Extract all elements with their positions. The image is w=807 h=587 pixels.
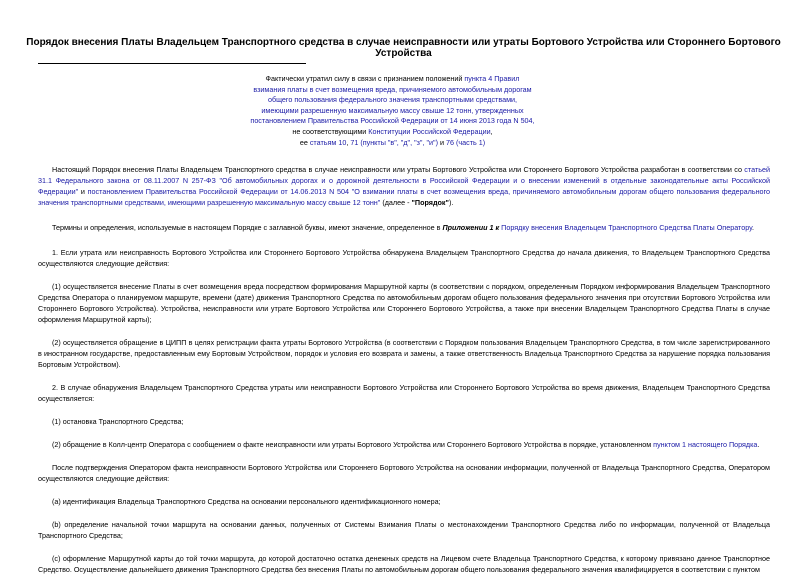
constitution-link[interactable]: Конституции Российской Федерации [368, 126, 491, 136]
federal-law-link[interactable]: статьей 31.1 Федерального закона от 08.11.2007 N 257-ФЗ "Об автомобильных дорогах и о дорожной деятельности в Российской Федерации и о внесении изменений в отдельные законодательные акты Российской Федерации" [38, 165, 770, 196]
paragraph-2: 2. В случае обнаружения Владельцем Транспортного Средства утраты или неисправности Бортового Устройства или Стороннего Бортового Устройства во время движения, Владельцем Транспортного Средства осуществляется: [38, 383, 770, 403]
paragraph-operator-actions: После подтверждения Оператором факта неисправности Бортового Устройства или Стороннего Бортового Устройства на основании информации, полученной от Владельца Транспортного Средства, Оператором осуществляются следующие действия: [38, 463, 770, 483]
payment-procedure-link[interactable]: Порядку внесения Владельцем Транспортного Средства Платы Оператору [501, 223, 753, 232]
note-line-3[interactable]: общего пользования федерального значения транспортными средствами, [267, 95, 518, 105]
paragraph-1-2: (2) осуществляется обращение в ЦИПП в целях регистрации факта утраты Бортового Устройства (в соответствии с Порядком пользования Владельцем Транспортного Средства, в том числе зарегистрированного в иностранном государстве, предоставленным ему Бортовым Устройством, порядок и условия его возврата и замены, а также ответственность Владельца Транспортного Средства за нарушение порядка пользования Бортовым Устройством). [38, 338, 770, 369]
note-line-7: ее статьям 10, 71 (пункты "в", "д", "з", "и") и 76 (часть 1) [299, 137, 486, 147]
paragraph-terms: Термины и определения, используемые в настоящем Порядке с заглавной буквы, имеют значение, определенное в Приложении 1 к Порядку внесения Владельцем Транспортного Средства Платы Оператору. [52, 223, 755, 232]
repeal-note [180, 74, 605, 148]
paragraph-1: 1. Если утрата или неисправность Бортового Устройства или Стороннего Бортового Устройства обнаружена Владельцем Транспортного Средства до начала движения, то Владельцем Транспортного Средства осуществляются следующие действия: [38, 248, 770, 268]
paragraph-c: (c) оформление Маршрутной карты до той точки маршрута, до которой достаточно остатка денежных средств на Лицевом счете Владельца Транспортного Средства, к которому привязано данное Транспортное Средство. Осуществление дальнейшего движения Транспортного Средства без внесения Платы по автомобильным дорогам общего пользования федерального значения квалифицируется в соответствии с пунктом [38, 554, 770, 574]
note-line-2[interactable]: взимания платы в счет возмещения вреда, причиняемого автомобильным дорогам [253, 84, 532, 94]
paragraph-b: (b) определение начальной точки маршрута на основании данных, полученных от Системы Взимания Платы о местонахождении Транспортного Средства либо по информации, полученной от Владельца Транспортного Средства; [38, 520, 770, 540]
paragraph-2-1: (1) остановка Транспортного Средства; [52, 417, 184, 426]
government-decree-link[interactable]: постановлением Правительства Российской Федерации от 14.06.2013 N 504 "О взимании платы в счет возмещения вреда, причиняемого автомобильным дорогам общего пользования федерального значения транспортными средствами, имеющими разрешенную максимальную массу свыше 12 тонн" [38, 187, 771, 207]
document-body [38, 164, 770, 587]
article-10-link[interactable]: статьям 10 [309, 137, 347, 147]
article-71-link[interactable]: 71 (пункты "в", "д", "з", "и") [350, 137, 438, 147]
paragraph-2-2: (2) обращение в Колл-центр Оператора с сообщением о факте неисправности или утраты Бортового Устройства или Стороннего Бортового Устройства в порядке, установленном пунктом 1 настоящего Порядка. [52, 440, 760, 449]
note-line-6: не соответствующими Конституции Российской Федерации, [292, 126, 493, 136]
note-line-1: Фактически утратил силу в связи с признанием положений пункта 4 Правил [265, 74, 520, 83]
note-line-5[interactable]: постановлением Правительства Российской Федерации от 14 июня 2013 года N 504, [250, 116, 535, 126]
paragraph-a: (а) идентификация Владельца Транспортного Средства на основании персонального идентификационного номера; [52, 497, 441, 506]
paragraph-intro: Настоящий Порядок внесения Платы Владельцем Транспортного средства в случае неисправности или утраты Бортового Устройства или Стороннего Бортового Устройства разработан в соответствии со статьей 31.1 Федерального закона от 08.11.2007 N 257-ФЗ "Об автомобильных дорогах и о дорожной деятельности в Российской Федерации и о внесении изменений в отдельные законодательные акты Российской Федерации" и постановлением Правительства Российской Федерации от 14.06.2013 N 504 "О взимании платы в счет возмещения вреда, причиняемого автомобильным дорогам общего пользования федерального значения транспортными средствами, имеющими разрешенную максимальную массу свыше 12 тонн" (далее - "Порядок"). [38, 165, 771, 207]
point-1-link[interactable]: пунктом 1 настоящего Порядка [653, 440, 758, 449]
page-title: Порядок внесения Платы Владельцем Транспортного средства в случае неисправности или утраты Бортового Устройства или Стороннего Бортового Устройства [26, 37, 781, 59]
article-76-link[interactable]: 76 (часть 1) [446, 137, 486, 147]
rules-link[interactable]: пункта 4 Правил [464, 74, 520, 83]
separator-line [38, 63, 306, 64]
note-line-4[interactable]: имеющими разрешенную максимальную массу свыше 12 тонн, утвержденных [261, 105, 524, 115]
paragraph-1-1: (1) осуществляется внесение Платы в счет возмещения вреда посредством формирования Маршрутной карты (в соответствии с порядком, определенным Порядком информирования Владельцем Транспортного Средства Оператора о планируемом маршруте, времени (дате) движения Транспортного Средства по автомобильным дорогам общего пользования федерального значения при отсутствии Бортового Устройства или Стороннего Бортового Устройства). Устройства, неисправности или утрате Бортового Устройства или Стороннего Бортового Устройства, а также при внесении Владельцем Транспортного Средства Платы в случае оформления Маршрутной карты); [38, 282, 770, 324]
